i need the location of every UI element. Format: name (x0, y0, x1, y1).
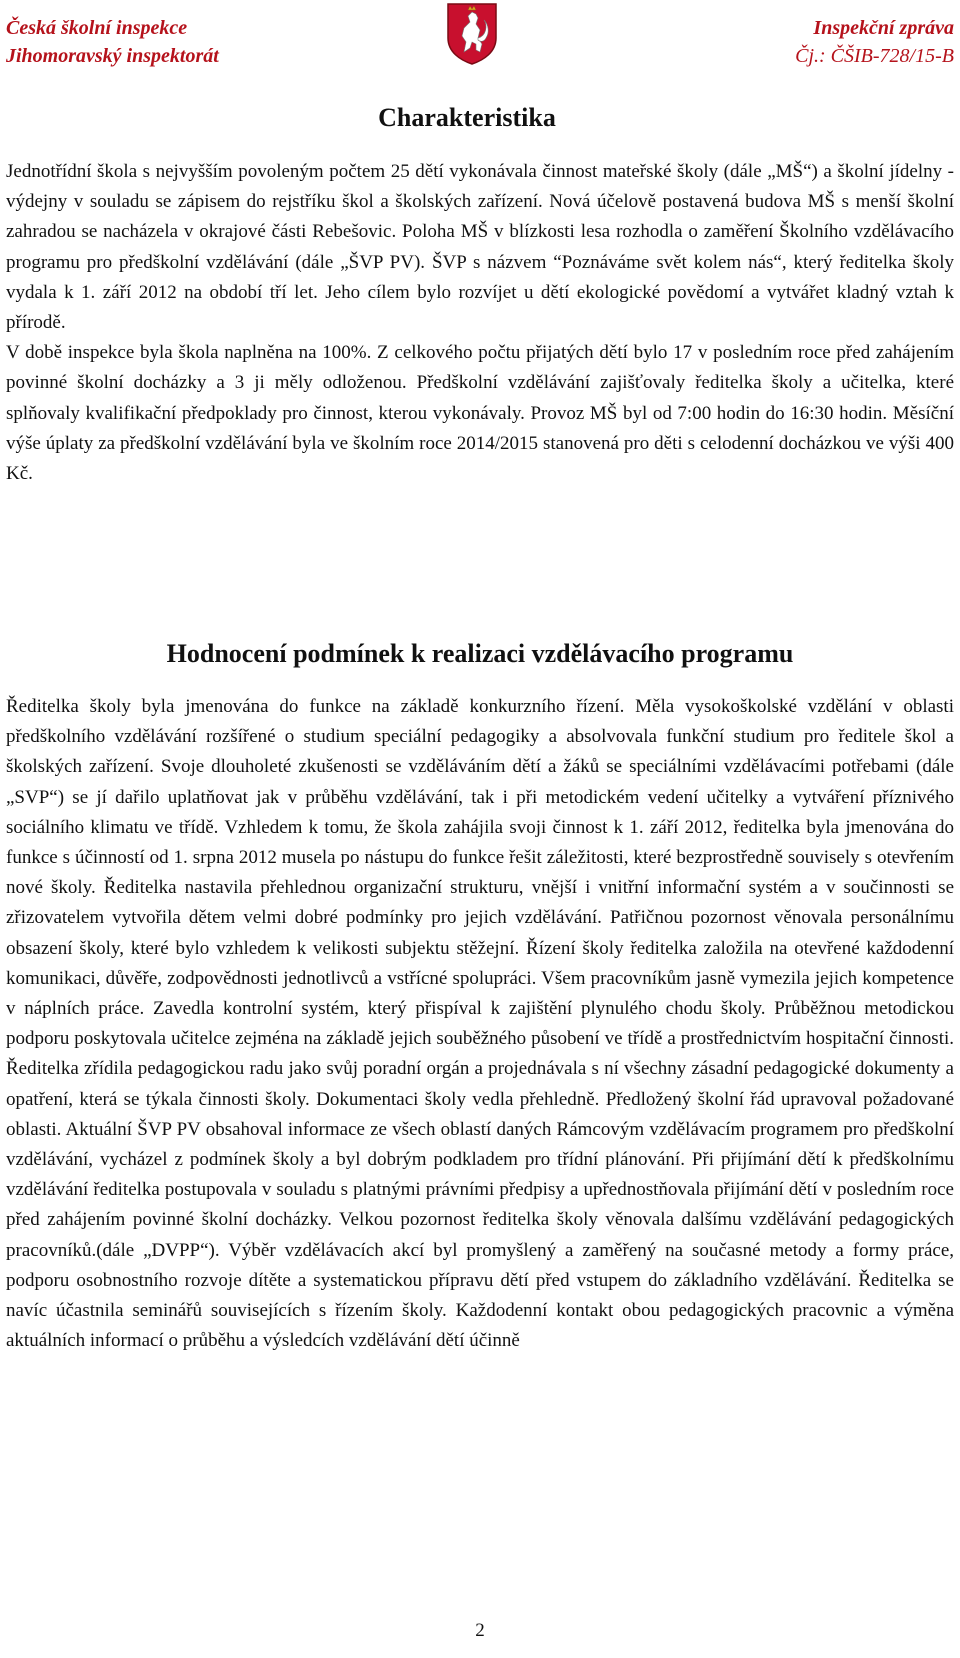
czech-lion-coat-of-arms-icon (446, 2, 498, 66)
org-name: Česká školní inspekce (6, 17, 188, 39)
paragraph: Ředitelka školy byla jmenována do funkce na základě konkurzního řízení. Měla vysokoškolské vzdělání v oblasti předškolního vzdělávání rozšířené o studium speciální pedagogiky a absolvovala funkční studium pro ředitele škol a školských zařízení. Svoje dlouholeté zkušenosti se vzděláváním dětí a žáků se speciálními vzdělávacími potřebami (dále „SVP“) se jí dařilo uplatňovat jak v průběhu vzdělávání, tak i při metodickém vedení učitelky a vytváření příznivého sociálního klimatu ve třídě. Vzhledem k tomu, že škola zahájila svoji činnost k 1. září 2012, ředitelka byla jmenována do funkce s účinností od 1. srpna 2012 musela po nástupu do funkce řešit záležitosti, které bezprostředně souvisely s otevřením nové školy. Ředitelka nastavila přehlednou organizační strukturu, vnější i vnitřní informační systém a v součinnosti se zřizovatelem vytvořila dětem velmi dobré podmínky pro jejich vzdělávání. Patřičnou pozornost věnovala personálnímu obsazení školy, které bylo vzhledem k velikosti subjektu stěžejní. Řízení školy ředitelka založila na otevřené každodenní komunikaci, důvěře, zodpovědnosti jednotlivců a vstřícné spolupráci. Všem pracovníkům jasně vymezila jejich kompetence v náplních práce. Zavedla kontrolní systém, který přispíval k zajištění plynulého chodu školy. Průběžnou metodickou podporu poskytovala učitelce zejména na základě jejich souběžného působení ve třídě a prostřednictvím hospitační činnosti. Ředitelka zřídila pedagogickou radu jako svůj poradní orgán a projednávala s ní všechny zásadní pedagogické dokumenty a opatření, která se týkala činnosti školy. Dokumentaci školy vedla přehledně. Předložený školní řád upravoval požadované oblasti. Aktuální ŠVP PV obsahoval informace ze všech oblastí daných Rámcovým vzdělávacím programem pro předškolní vzdělávání, vycházel z podmínek školy a byl dobrým podkladem pro třídní plánování. Při přijímání dětí k předškolnímu vzdělávání ředitelka postupovala v souladu s platnými právními předpisy a upřednostňovala přijímání dětí v posledním roce před zahájením povinné školní docházky. Velkou pozornost ředitelka školy věnovala dalšímu vzdělávání pedagogických pracovníků.(dále „DVPP“). Výběr vzdělávacích akcí byl promyšlený a zaměřený na současné metody a formy práce, podporu osobnostního rozvoje dítěte a systematickou přípravu dětí před vstupem do základního vzdělávání. Ředitelka se navíc účastnila seminářů souvisejících s řízením školy. Každodenní kontakt obou pedagogických pracovnic a výměna aktuálních informací o průběhu a výsledcích vzdělávání dětí účinně (6, 696, 954, 1352)
header-right (795, 14, 954, 70)
page-number: 2 (475, 1620, 485, 1641)
header-left (6, 14, 219, 70)
paragraph: Jednotřídní škola s nejvyšším povoleným počtem 25 dětí vykonávala činnost mateřské školy (dále „MŠ“) a školní jídelny - výdejny v souladu se zápisem do rejstříku škol a školských zařízení. Nová účelově postavená budova MŠ s menší školní zahradou se nacházela v okrajové části Rebešovic. Poloha MŠ v blízkosti lesa rozhodla o zaměření Školního vzdělávacího programu pro předškolní vzdělávání (dále „ŠVP PV). ŠVP s názvem “Poznáváme svět kolem nás“, který ředitelka školy vydala k 1. září 2012 na období tří let. Jeho cílem bylo rozvíjet u dětí ekologické povědomí a vytvářet kladný vztah k přírodě. (6, 161, 954, 334)
org-region: Jihomoravský inspektorát (6, 45, 219, 67)
section-title-evaluation: Hodnocení podmínek k realizaci vzdělávacího programu (166, 639, 794, 668)
section-title-characteristics: Charakteristika (378, 103, 556, 132)
paragraph: V době inspekce byla škola naplněna na 100%. Z celkového počtu přijatých dětí bylo 17 v posledním roce před zahájením povinné školní docházky a 3 ji měly odloženou. Předškolní vzdělávání zajišťovaly ředitelka školy a učitelka, které splňovaly kvalifikační předpoklady pro činnost, kterou vykonávaly. Provoz MŠ byl od 7:00 hodin do 16:30 hodin. Měsíční výše úplaty za předškolní vzdělávání byla ve školním roce 2014/2015 stanovená pro děti s celodenní docházkou ve výši 400 Kč. (6, 342, 954, 485)
page-header (0, 0, 960, 90)
document-type: Inspekční zpráva (813, 17, 954, 39)
reference-number: Čj.: ČŠIB-728/15-B (795, 45, 954, 67)
characteristics-text (6, 157, 954, 489)
evaluation-text (6, 692, 954, 1356)
